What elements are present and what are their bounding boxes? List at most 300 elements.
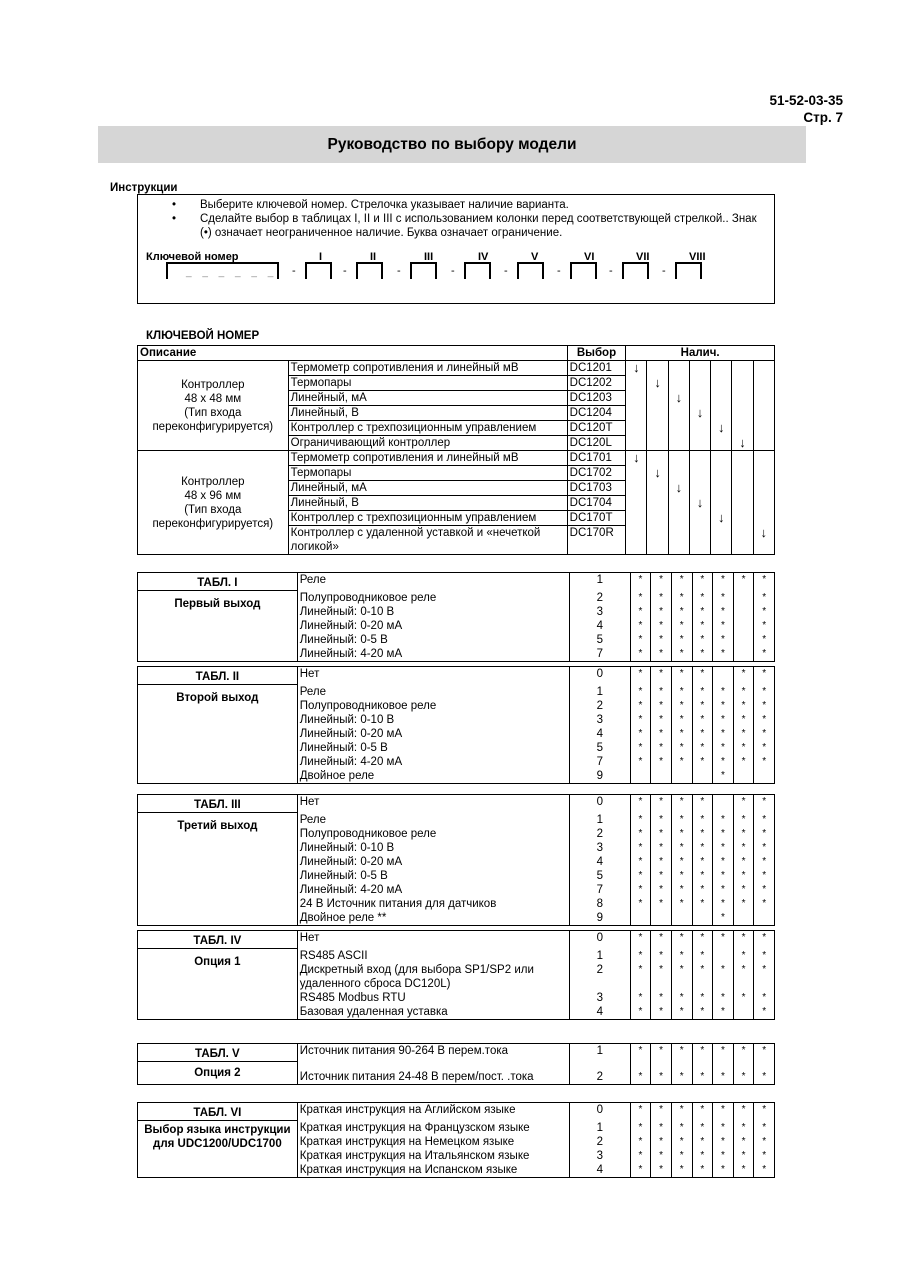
availability-cell (668, 511, 689, 526)
document-header (769, 92, 843, 126)
availability-star: * (630, 605, 651, 619)
availability-star: * (733, 795, 754, 813)
availability-star: * (671, 633, 692, 647)
availability-cell (689, 376, 710, 391)
page-title-banner: Руководство по выбору модели (98, 126, 806, 163)
key-option-field (622, 262, 649, 279)
availability-cell (733, 769, 754, 784)
availability-cell (711, 361, 732, 376)
page-number: Стр. 7 (803, 110, 843, 125)
model-code: DC170T (567, 511, 626, 526)
availability-star: * (651, 931, 672, 949)
availability-cell (732, 511, 753, 526)
option-description: Краткая инструкция на Испанском языке (297, 1163, 569, 1178)
availability-star: * (713, 897, 734, 911)
availability-cell (713, 667, 734, 685)
option-table-subtitle: Опция 2 (138, 1062, 298, 1085)
description-header: Описание (138, 346, 568, 361)
availability-star: * (651, 841, 672, 855)
controller-group-label: Контроллер 48 x 96 мм (Тип входа переконфигурируется) (138, 451, 289, 555)
availability-star: * (713, 727, 734, 741)
availability-star: * (692, 591, 713, 605)
availability-star: * (733, 963, 754, 991)
option-row (138, 1121, 775, 1135)
availability-star: * (692, 841, 713, 855)
availability-arrow-icon: ↓ (753, 526, 774, 555)
option-code: 3 (569, 713, 630, 727)
option-table-I (137, 572, 775, 662)
availability-star: * (692, 1135, 713, 1149)
availability-star: * (651, 727, 672, 741)
availability-star: * (630, 1121, 651, 1135)
instructions-list (172, 198, 762, 240)
availability-star: * (671, 931, 692, 949)
availability-star: * (630, 573, 651, 591)
availability-cell (732, 406, 753, 421)
option-code: 2 (569, 699, 630, 713)
availability-star: * (713, 769, 734, 784)
availability-star: * (692, 1005, 713, 1020)
availability-star: * (713, 591, 734, 605)
availability-star: * (754, 605, 775, 619)
option-code: 5 (569, 741, 630, 755)
availability-cell (732, 526, 753, 555)
model-code: DC1201 (567, 361, 626, 376)
availability-cell (626, 526, 647, 555)
option-description: Базовая удаленная уставка (297, 1005, 569, 1020)
availability-star: * (713, 883, 734, 897)
availability-star: * (733, 931, 754, 949)
model-description: Термометр сопротивления и линейный мВ (288, 361, 567, 376)
option-row (138, 573, 775, 591)
availability-cell (626, 421, 647, 436)
availability-cell (668, 376, 689, 391)
option-table-title: ТАБЛ. VI (138, 1103, 298, 1121)
model-description: Термопары (288, 376, 567, 391)
availability-star: * (754, 573, 775, 591)
availability-cell (647, 436, 668, 451)
availability-star: * (630, 727, 651, 741)
availability-star: * (733, 841, 754, 855)
option-description: Реле (297, 685, 569, 699)
model-code: DC1204 (567, 406, 626, 421)
availability-star: * (713, 1062, 734, 1085)
availability-star: * (754, 633, 775, 647)
availability-star: * (630, 647, 651, 662)
availability-cell (668, 406, 689, 421)
availability-cell (689, 391, 710, 406)
availability-star: * (713, 855, 734, 869)
availability-cell (668, 526, 689, 555)
availability-star: * (713, 1103, 734, 1121)
availability-star: * (630, 795, 651, 813)
availability-star: * (630, 883, 651, 897)
model-code: DC1704 (567, 496, 626, 511)
option-description: RS485 ASCII (297, 949, 569, 963)
option-description: RS485 Modbus RTU (297, 991, 569, 1005)
availability-cell (692, 911, 713, 926)
option-code: 3 (569, 605, 630, 619)
availability-star: * (692, 1121, 713, 1135)
key-separator: - (609, 265, 613, 277)
key-option-field (305, 262, 332, 279)
availability-cell (647, 421, 668, 436)
availability-cell (754, 769, 775, 784)
option-code: 1 (569, 813, 630, 827)
availability-star: * (713, 1135, 734, 1149)
key-separator: - (451, 265, 455, 277)
model-code: DC1203 (567, 391, 626, 406)
option-table-title: ТАБЛ. III (138, 795, 298, 813)
availability-star: * (733, 869, 754, 883)
key-table-header (138, 346, 775, 361)
key-column-label: V (531, 251, 539, 263)
option-table-subtitle: Опция 1 (138, 949, 298, 1020)
availability-star: * (713, 713, 734, 727)
availability-cell (647, 526, 668, 555)
option-row (138, 685, 775, 699)
availability-star: * (630, 841, 651, 855)
availability-cell (754, 911, 775, 926)
availability-star: * (713, 647, 734, 662)
availability-star: * (733, 573, 754, 591)
availability-star: * (692, 869, 713, 883)
availability-cell (733, 911, 754, 926)
option-code: 2 (569, 1135, 630, 1149)
availability-cell (647, 481, 668, 496)
availability-arrow-icon: ↓ (732, 436, 753, 451)
option-table-III (137, 794, 775, 926)
model-description: Термопары (288, 466, 567, 481)
availability-cell (711, 391, 732, 406)
option-code: 2 (569, 591, 630, 605)
availability-star: * (692, 1062, 713, 1085)
key-column-label: III (424, 251, 434, 263)
availability-arrow-icon: ↓ (647, 376, 668, 391)
availability-star: * (733, 1149, 754, 1163)
document-number: 51-52-03-35 (769, 93, 843, 108)
model-description: Линейный, В (288, 406, 567, 421)
availability-star: * (651, 869, 672, 883)
availability-star: * (754, 755, 775, 769)
option-description: Нет (297, 931, 569, 949)
option-table-subtitle: Второй выход (138, 685, 298, 784)
key-column-label: VIII (689, 251, 706, 263)
availability-star: * (671, 755, 692, 769)
availability-star: * (692, 741, 713, 755)
availability-arrow-icon: ↓ (711, 511, 732, 526)
availability-star: * (754, 699, 775, 713)
availability-star: * (692, 931, 713, 949)
availability-star: * (692, 619, 713, 633)
availability-star: * (671, 869, 692, 883)
key-option-field (464, 262, 491, 279)
model-description: Ограничивающий контроллер (288, 436, 567, 451)
key-column-label: IV (478, 251, 489, 263)
availability-arrow-icon: ↓ (668, 481, 689, 496)
availability-star: * (754, 1163, 775, 1178)
option-description: Линейный: 4-20 мА (297, 755, 569, 769)
availability-star: * (754, 991, 775, 1005)
availability-star: * (733, 667, 754, 685)
availability-cell (689, 511, 710, 526)
option-description: Линейный: 4-20 мА (297, 883, 569, 897)
availability-star: * (651, 619, 672, 633)
option-description: Линейный: 0-5 В (297, 741, 569, 755)
model-description: Линейный, В (288, 496, 567, 511)
availability-star: * (671, 949, 692, 963)
availability-star: * (651, 647, 672, 662)
model-description: Термометр сопротивления и линейный мВ (288, 451, 567, 466)
availability-star: * (733, 883, 754, 897)
availability-star: * (713, 911, 734, 926)
availability-cell (753, 376, 774, 391)
availability-star: * (671, 1103, 692, 1121)
availability-star: * (733, 1121, 754, 1135)
availability-arrow-icon: ↓ (689, 496, 710, 511)
availability-star: * (733, 1163, 754, 1178)
availability-star: * (671, 573, 692, 591)
availability-star: * (651, 1135, 672, 1149)
option-description: Краткая инструкция на Итальянском языке (297, 1149, 569, 1163)
option-table-title: ТАБЛ. I (138, 573, 298, 591)
availability-star: * (692, 1163, 713, 1178)
availability-star: * (671, 685, 692, 699)
option-code: 9 (569, 911, 630, 926)
availability-star: * (733, 1135, 754, 1149)
availability-star: * (630, 813, 651, 827)
availability-star: * (754, 931, 775, 949)
availability-cell (689, 421, 710, 436)
availability-star: * (754, 1135, 775, 1149)
availability-star: * (733, 727, 754, 741)
availability-star: * (630, 949, 651, 963)
availability-star: * (692, 755, 713, 769)
availability-star: * (754, 667, 775, 685)
option-code: 3 (569, 841, 630, 855)
option-code: 1 (569, 1044, 630, 1062)
availability-star: * (630, 1005, 651, 1020)
option-row (138, 795, 775, 813)
availability-star: * (733, 741, 754, 755)
availability-cell (711, 466, 732, 481)
key-table-row (138, 361, 775, 376)
option-code: 0 (569, 667, 630, 685)
availability-cell (753, 481, 774, 496)
availability-star: * (713, 685, 734, 699)
availability-star: * (692, 827, 713, 841)
option-description: Линейный: 0-10 В (297, 841, 569, 855)
key-number-table (137, 345, 775, 555)
availability-star: * (692, 633, 713, 647)
option-row (138, 591, 775, 605)
availability-star: * (713, 1005, 734, 1020)
availability-cell (711, 406, 732, 421)
option-table-subtitle: Выбор языка инструкции для UDC1200/UDC1700 (138, 1121, 298, 1178)
availability-star: * (754, 963, 775, 991)
key-option-field (675, 262, 702, 279)
availability-star: * (671, 991, 692, 1005)
availability-star: * (630, 963, 651, 991)
availability-star: * (713, 1044, 734, 1062)
availability-cell (753, 451, 774, 466)
key-option-field (517, 262, 544, 279)
option-description: Линейный: 0-5 В (297, 633, 569, 647)
availability-star: * (630, 1163, 651, 1178)
availability-star: * (754, 841, 775, 855)
availability-star: * (754, 813, 775, 827)
availability-star: * (651, 1044, 672, 1062)
availability-cell (753, 496, 774, 511)
availability-star: * (692, 713, 713, 727)
option-description: Реле (297, 573, 569, 591)
availability-star: * (671, 1121, 692, 1135)
availability-star: * (651, 713, 672, 727)
availability-star: * (713, 605, 734, 619)
availability-star: * (713, 573, 734, 591)
availability-star: * (692, 647, 713, 662)
availability-star: * (651, 1149, 672, 1163)
availability-star: * (671, 727, 692, 741)
availability-cell (668, 361, 689, 376)
availability-cell (733, 647, 754, 662)
availability-star: * (754, 619, 775, 633)
availability-star: * (754, 1149, 775, 1163)
model-code: DC170R (567, 526, 626, 555)
availability-star: * (733, 897, 754, 911)
availability-star: * (692, 883, 713, 897)
availability-star: * (671, 1005, 692, 1020)
option-code: 0 (569, 1103, 630, 1121)
availability-cell (733, 619, 754, 633)
availability-star: * (671, 605, 692, 619)
availability-star: * (651, 949, 672, 963)
key-separator: - (397, 265, 401, 277)
availability-star: * (630, 1149, 651, 1163)
availability-star: * (671, 841, 692, 855)
availability-arrow-icon: ↓ (711, 421, 732, 436)
availability-star: * (651, 963, 672, 991)
availability-star: * (692, 963, 713, 991)
availability-star: * (651, 633, 672, 647)
availability-star: * (733, 755, 754, 769)
availability-star: * (630, 633, 651, 647)
availability-star: * (630, 1044, 651, 1062)
model-description: Контроллер с трехпозиционным управлением (288, 511, 567, 526)
availability-star: * (630, 699, 651, 713)
availability-star: * (671, 1044, 692, 1062)
option-code: 8 (569, 897, 630, 911)
availability-cell (668, 496, 689, 511)
availability-star: * (713, 699, 734, 713)
availability-star: * (692, 949, 713, 963)
key-option-field (356, 262, 383, 279)
availability-star: * (671, 827, 692, 841)
option-table-VI (137, 1102, 775, 1178)
option-description: Линейный: 0-20 мА (297, 855, 569, 869)
availability-cell (668, 421, 689, 436)
availability-star: * (651, 1005, 672, 1020)
availability-star: * (713, 1163, 734, 1178)
availability-arrow-icon: ↓ (647, 466, 668, 481)
option-description: Нет (297, 795, 569, 813)
availability-cell (753, 436, 774, 451)
key-option-field (570, 262, 597, 279)
key-column-label: II (370, 251, 377, 263)
availability-cell (733, 1005, 754, 1020)
availability-cell (668, 451, 689, 466)
option-table-subtitle: Первый выход (138, 591, 298, 662)
availability-star: * (651, 573, 672, 591)
availability-cell (711, 481, 732, 496)
option-code: 4 (569, 1163, 630, 1178)
option-description: Двойное реле ** (297, 911, 569, 926)
availability-star: * (630, 931, 651, 949)
availability-star: * (630, 827, 651, 841)
availability-star: * (630, 897, 651, 911)
availability-star: * (651, 1121, 672, 1135)
option-description: Реле (297, 813, 569, 827)
availability-star: * (754, 855, 775, 869)
option-code: 0 (569, 795, 630, 813)
availability-star: * (754, 647, 775, 662)
model-code: DC120T (567, 421, 626, 436)
availability-cell (711, 526, 732, 555)
bullet-glyph: • (172, 199, 177, 211)
key-column-label: VII (636, 251, 650, 263)
availability-star: * (692, 727, 713, 741)
option-code: 2 (569, 827, 630, 841)
availability-star: * (630, 685, 651, 699)
availability-star: * (733, 1044, 754, 1062)
model-description: Контроллер с трехпозиционным управлением (288, 421, 567, 436)
availability-arrow-icon: ↓ (626, 361, 647, 376)
availability-cell (711, 436, 732, 451)
availability-cell (753, 466, 774, 481)
option-row (138, 813, 775, 827)
availability-star: * (733, 1062, 754, 1085)
availability-cell (647, 451, 668, 466)
option-table-IV (137, 930, 775, 1020)
option-row (138, 931, 775, 949)
availability-star: * (733, 699, 754, 713)
key-number-title: КЛЮЧЕВОЙ НОМЕР (146, 330, 260, 342)
option-code: 5 (569, 869, 630, 883)
model-description: Линейный, мА (288, 391, 567, 406)
availability-cell (626, 511, 647, 526)
option-description: Краткая инструкция на Французском языке (297, 1121, 569, 1135)
availability-star: * (754, 1044, 775, 1062)
availability-star: * (671, 647, 692, 662)
availability-star: * (630, 869, 651, 883)
availability-cell (626, 376, 647, 391)
selection-header: Выбор (567, 346, 626, 361)
option-row (138, 1103, 775, 1121)
key-separator: - (662, 265, 666, 277)
availability-cell (753, 511, 774, 526)
option-row (138, 1062, 775, 1085)
availability-star: * (671, 813, 692, 827)
availability-star: * (651, 883, 672, 897)
availability-star: * (754, 685, 775, 699)
availability-star: * (713, 1121, 734, 1135)
availability-star: * (713, 827, 734, 841)
availability-cell (647, 361, 668, 376)
key-option-field (410, 262, 437, 279)
availability-star: * (754, 1062, 775, 1085)
option-code: 1 (569, 685, 630, 699)
option-description: 24 В Источник питания для датчиков (297, 897, 569, 911)
